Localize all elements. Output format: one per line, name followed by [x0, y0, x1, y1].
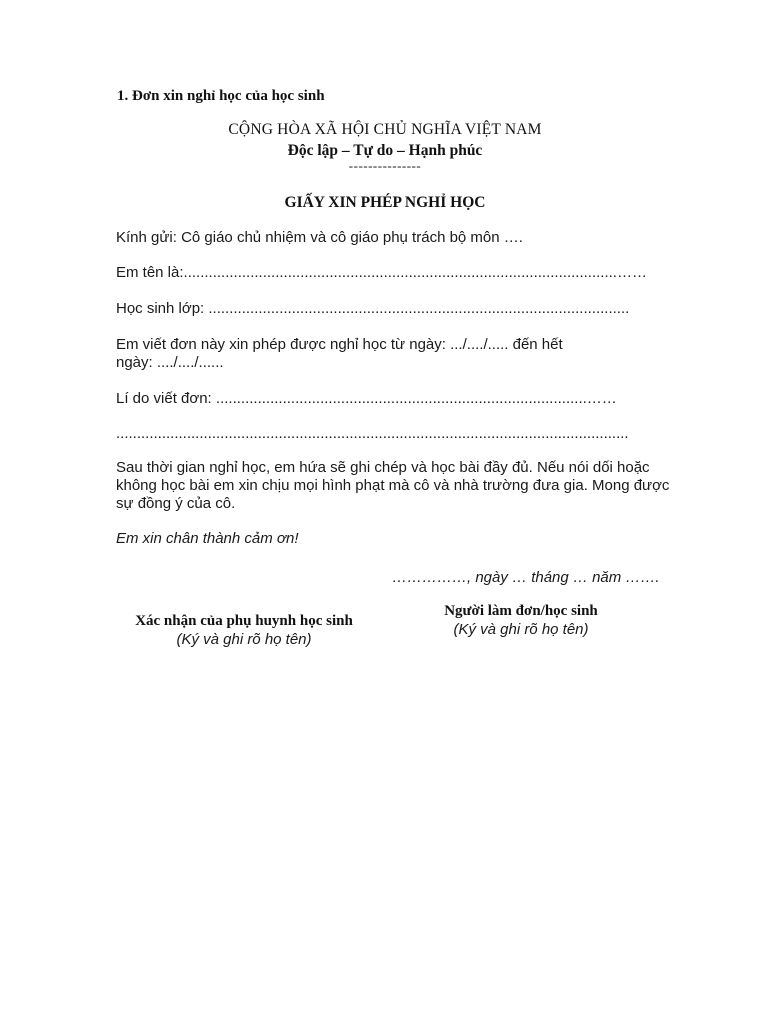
parent-signature-block	[104, 613, 384, 648]
header-separator: ---------------	[348, 158, 422, 173]
national-title: CỘNG HÒA XÃ HỘI CHỦ NGHĨA VIỆT NAM	[228, 121, 542, 138]
student-signature-title: Người làm đơn/học sinh	[444, 603, 598, 619]
parent-signature-note: (Ký và ghi rõ họ tên)	[176, 631, 312, 648]
national-motto: Độc lập – Tự do – Hạnh phúc	[287, 142, 483, 159]
leave-dates-line-1: Em viết đơn này xin phép được nghỉ học từ ngày: .../..../..... đến hết	[116, 336, 563, 353]
date-place-line: ……………, ngày … tháng … năm …….	[392, 569, 660, 586]
commitment-paragraph: Sau thời gian nghỉ học, em hứa sẽ ghi chép và học bài đầy đủ. Nếu nói dối hoặc không học bài em xin chịu mọi hình phạt mà cô và nhà trường đưa gia. Mong được sự đồng ý của cô.	[116, 459, 670, 512]
leave-dates-line-2: ngày: ..../..../......	[116, 354, 224, 371]
section-heading: 1. Đơn xin nghỉ học của học sinh	[117, 88, 325, 104]
closing-thanks: Em xin chân thành cảm ơn!	[116, 530, 299, 547]
parent-signature-title: Xác nhận của phụ huynh học sinh	[135, 613, 353, 629]
student-signature-note: (Ký và ghi rõ họ tên)	[453, 621, 589, 638]
student-name-field: Em tên là:........................................................................................................……	[116, 264, 647, 281]
reason-field: Lí do viết đơn: .........................................................................................……	[116, 390, 617, 407]
document-title: GIẤY XIN PHÉP NGHỈ HỌC	[284, 194, 486, 211]
student-class-field: Học sinh lớp: .....................................................................................................	[116, 300, 630, 317]
recipient-line: Kính gửi: Cô giáo chủ nhiệm và cô giáo phụ trách bộ môn ….	[116, 229, 523, 246]
reason-field-continued: ...........................................................................................................................	[116, 425, 629, 442]
student-signature-block	[390, 603, 652, 638]
